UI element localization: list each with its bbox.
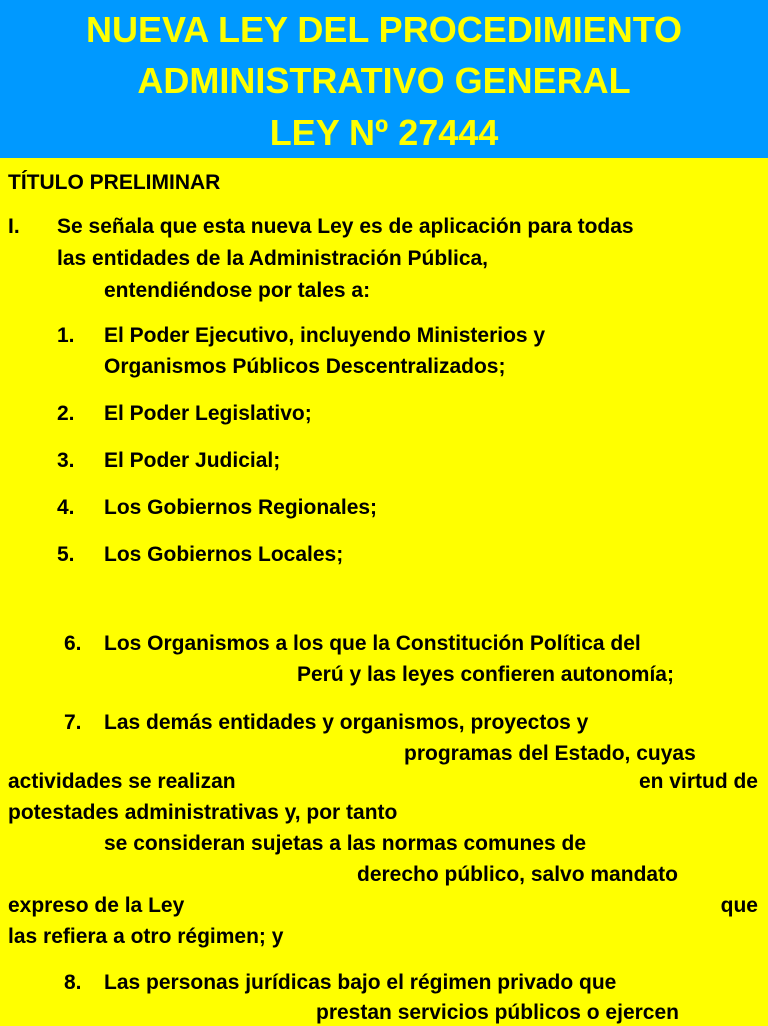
list-item-text: Las demás entidades y organismos, proyectos y: [104, 711, 589, 734]
list-item-text: Perú y las leyes confieren autonomía;: [297, 663, 674, 686]
list-item-text-row: [8, 769, 758, 795]
list-item-text: potestades administrativas y, por tanto: [8, 801, 398, 824]
list-item-text: en virtud de: [638, 770, 758, 793]
list-item-text: Las personas jurídicas bajo el régimen privado que: [104, 971, 617, 994]
list-item-number: 3.: [57, 449, 75, 472]
item-I-marker: I.: [8, 215, 20, 238]
list-item-number: 7.: [64, 711, 82, 734]
list-item-text: actividades se realizan: [8, 770, 236, 793]
list-item-text: El Poder Ejecutivo, incluyendo Ministerios y: [104, 324, 546, 347]
list-item-number: 2.: [57, 402, 75, 425]
list-item-text: Los Organismos a los que la Constitución Política del: [104, 632, 641, 655]
list-item-text: Organismos Públicos Descentralizados;: [104, 355, 506, 378]
section-title: TÍTULO PRELIMINAR: [8, 171, 221, 194]
list-item-text: prestan servicios públicos o ejercen: [316, 1001, 679, 1024]
list-item-number: 8.: [64, 971, 82, 994]
list-item-text: que: [720, 894, 758, 917]
list-item-number: 4.: [57, 496, 75, 519]
list-item-text: El Poder Legislativo;: [104, 402, 312, 425]
title-line-2: ADMINISTRATIVO GENERAL: [137, 60, 631, 101]
list-item-text: derecho público, salvo mandato: [357, 863, 678, 886]
document-body: [0, 158, 768, 1024]
list-item-text: programas del Estado, cuyas: [404, 742, 696, 765]
list-item-text: Los Gobiernos Locales;: [104, 543, 344, 566]
list-item-text: expreso de la Ley: [8, 894, 185, 917]
list-item-text-row: [8, 893, 758, 919]
list-item-text: El Poder Judicial;: [104, 449, 281, 472]
list-item-text: se consideran sujetas a las normas comunes de: [104, 832, 587, 855]
item-I-line-2: las entidades de la Administración Pública,: [57, 247, 489, 270]
title-line-3: LEY Nº 27444: [269, 112, 499, 153]
list-item-text: las refiera a otro régimen; y: [8, 925, 284, 948]
item-I-line-1: Se señala que esta nueva Ley es de aplicación para todas: [57, 215, 634, 238]
title-line-1: NUEVA LEY DEL PROCEDIMIENTO: [85, 9, 683, 50]
list-item-text: Los Gobiernos Regionales;: [104, 496, 378, 519]
list-item-number: 1.: [57, 324, 75, 347]
item-I-line-3: entendiéndose por tales a:: [104, 279, 371, 302]
list-item-number: 6.: [64, 632, 82, 655]
list-item-number: 5.: [57, 543, 75, 566]
title-banner: [0, 0, 768, 158]
